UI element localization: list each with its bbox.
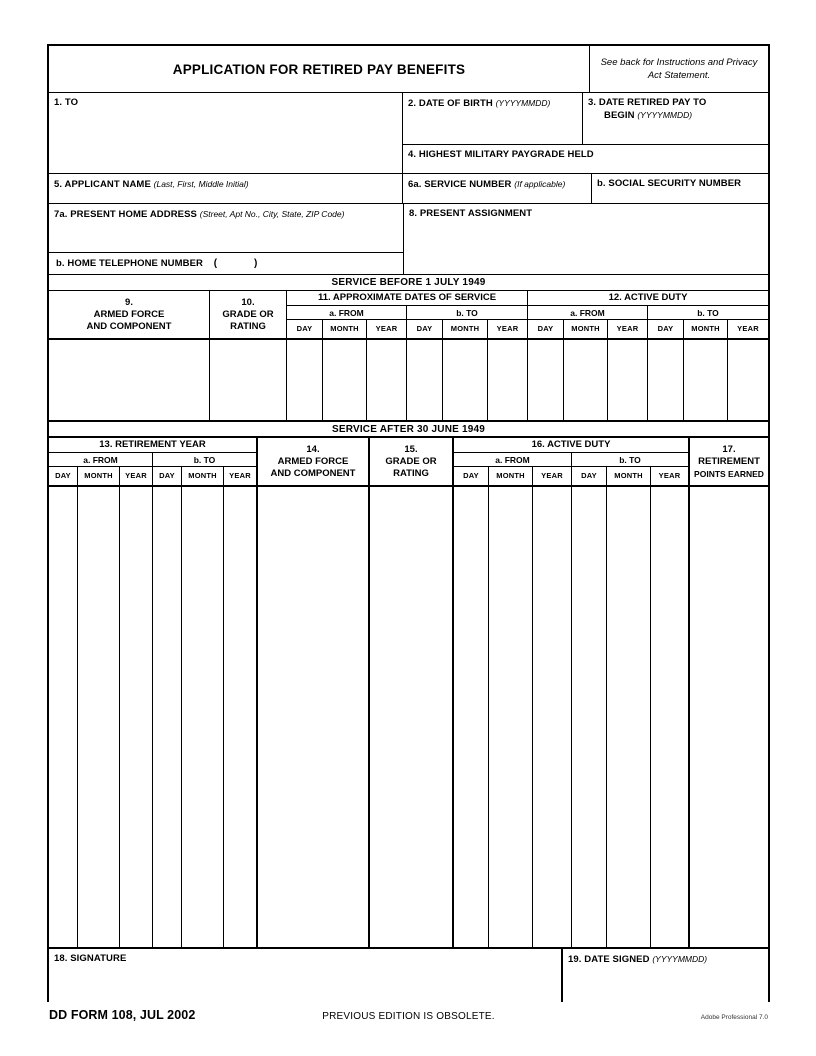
col-17-retirement-points-earned [690, 438, 768, 485]
table-before-cell-11a-month[interactable] [323, 340, 367, 420]
col-12b-month: MONTH [684, 320, 728, 338]
field-18-signature[interactable] [49, 949, 563, 1002]
table-after-cell-13b-year[interactable] [224, 487, 258, 947]
table-after-cell-13b-month[interactable] [182, 487, 224, 947]
instructions-text: See back for Instructions and Privacy Act Statement. [600, 57, 758, 81]
field-7b-home-telephone-number[interactable] [49, 253, 403, 274]
col-11b-to-label: b. TO [407, 306, 528, 320]
col-11b-year: YEAR [488, 320, 528, 338]
field-2-date-of-birth[interactable] [403, 93, 583, 144]
col-16b-year: YEAR [651, 467, 690, 485]
col-14-armed-force-component [258, 438, 370, 485]
field-19-date-signed[interactable] [563, 949, 768, 1002]
table-after-cell-16a-year[interactable] [533, 487, 572, 947]
col-17-line1: RETIREMENT [698, 455, 760, 467]
table-before-cell-11b-month[interactable] [443, 340, 488, 420]
col-16a-month: MONTH [489, 467, 533, 485]
col-16a-from-label: a. FROM [454, 453, 572, 467]
field-7b-label: b. HOME TELEPHONE NUMBER [56, 258, 204, 269]
field-19-hint: (YYYYMMDD) [652, 954, 708, 964]
col-12b-year: YEAR [728, 320, 768, 338]
field-4-label: 4. HIGHEST MILITARY PAYGRADE HELD [408, 149, 594, 160]
table-before-cell-12a-year[interactable] [608, 340, 648, 420]
table-before-cell-11b-year[interactable] [488, 340, 528, 420]
table-before-body [49, 340, 768, 422]
col-10-line1: GRADE OR [222, 308, 274, 320]
col-11b-month: MONTH [443, 320, 488, 338]
field-3-hint: (YYYYMMDD) [637, 110, 693, 120]
col-11a-year: YEAR [367, 320, 407, 338]
form-number: DD FORM 108, JUL 2002 [49, 1008, 196, 1022]
col-13-title: 13. RETIREMENT YEAR [49, 438, 258, 453]
field-5-label: 5. APPLICANT NAME [54, 179, 151, 190]
form-footer [47, 1008, 770, 1030]
producer-note: Adobe Professional 7.0 [700, 1014, 768, 1021]
col-13b-month: MONTH [182, 467, 224, 485]
col-13b-day: DAY [153, 467, 182, 485]
col-11b-day: DAY [407, 320, 443, 338]
col-13a-year: YEAR [120, 467, 153, 485]
title-row [49, 46, 768, 93]
field-6a-hint: (If applicable) [514, 179, 566, 189]
table-after-cell-13a-day[interactable] [49, 487, 78, 947]
field-8-label: 8. PRESENT ASSIGNMENT [409, 208, 533, 219]
table-after-cell-13a-year[interactable] [120, 487, 153, 947]
col-9-line1: ARMED FORCE [93, 308, 165, 320]
col-16-group [454, 438, 690, 485]
col-16-title: 16. ACTIVE DUTY [454, 438, 690, 453]
field-3-label-line2: BEGIN [604, 110, 635, 121]
field-18-label: 18. SIGNATURE [54, 953, 127, 964]
col-14-line2: AND COMPONENT [270, 467, 356, 479]
field-1-label: 1. TO [54, 97, 79, 108]
table-before-cell-10[interactable] [210, 340, 287, 420]
col-12a-month: MONTH [564, 320, 608, 338]
instructions-box [590, 46, 768, 92]
col-15-grade-or-rating [370, 438, 454, 485]
col-13a-month: MONTH [78, 467, 120, 485]
table-before-cell-11a-day[interactable] [287, 340, 323, 420]
field-19-label: 19. DATE SIGNED [568, 954, 650, 965]
col-16b-day: DAY [572, 467, 607, 485]
table-after-cell-17[interactable] [690, 487, 768, 947]
col-14-line1: ARMED FORCE [277, 455, 349, 467]
col-12b-to-label: b. TO [648, 306, 768, 320]
banner-service-after-1949: SERVICE AFTER 30 JUNE 1949 [49, 422, 768, 438]
table-before-cell-9[interactable] [49, 340, 210, 420]
table-service-after-1949 [49, 438, 768, 949]
col-16a-day: DAY [454, 467, 489, 485]
table-before-cell-12b-month[interactable] [684, 340, 728, 420]
table-after-cell-16a-day[interactable] [454, 487, 489, 947]
col-17-number: 17. [722, 443, 736, 455]
col-13-group [49, 438, 258, 485]
col-12-title: 12. ACTIVE DUTY [528, 291, 768, 306]
col-11-title: 11. APPROXIMATE DATES OF SERVICE [287, 291, 528, 306]
table-after-cell-15[interactable] [370, 487, 454, 947]
dd-form-108 [47, 44, 770, 1002]
table-after-cell-16b-month[interactable] [607, 487, 651, 947]
col-12a-day: DAY [528, 320, 564, 338]
table-before-cell-12a-day[interactable] [528, 340, 564, 420]
table-before-cell-12b-day[interactable] [648, 340, 684, 420]
col-13a-day: DAY [49, 467, 78, 485]
field-7a-present-home-address[interactable] [49, 204, 403, 253]
col-11-group [287, 291, 528, 338]
field-6a-label: 6a. SERVICE NUMBER [408, 179, 512, 190]
field-2-label: 2. DATE OF BIRTH [408, 98, 493, 109]
col-15-line2: RATING [393, 467, 429, 479]
col-13b-to-label: b. TO [153, 453, 258, 467]
field-7b-paren-open: ( [213, 258, 218, 269]
table-after-cell-16a-month[interactable] [489, 487, 533, 947]
field-2-hint: (YYYYMMDD) [495, 98, 551, 108]
fields-2-3-row [403, 93, 768, 145]
col-11a-from-label: a. FROM [287, 306, 407, 320]
field-5-applicant-name[interactable] [49, 174, 403, 203]
col-9-line2: AND COMPONENT [86, 320, 172, 332]
field-3-date-retired-pay-begin[interactable] [583, 93, 768, 144]
field-6b-label: b. SOCIAL SECURITY NUMBER [597, 178, 742, 189]
col-10-grade-or-rating [210, 291, 287, 338]
previous-edition-note: PREVIOUS EDITION IS OBSOLETE. [322, 1011, 495, 1022]
col-16a-year: YEAR [533, 467, 572, 485]
col-9-armed-force-component [49, 291, 210, 338]
field-4-highest-paygrade[interactable] [403, 145, 768, 173]
col-13a-from-label: a. FROM [49, 453, 153, 467]
fields-18-19-row [49, 949, 768, 1002]
col-10-line2: RATING [230, 320, 266, 332]
field-3-label: 3. DATE RETIRED PAY TO [588, 97, 707, 108]
col-10-number: 10. [241, 296, 255, 308]
col-12b-day: DAY [648, 320, 684, 338]
col-12a-from-label: a. FROM [528, 306, 648, 320]
table-after-cell-13b-day[interactable] [153, 487, 182, 947]
field-7b-paren-close: ) [253, 258, 258, 269]
table-after-cell-16b-year[interactable] [651, 487, 690, 947]
table-after-cell-14[interactable] [258, 487, 370, 947]
field-6a-service-number[interactable] [403, 174, 592, 203]
col-17-line2: POINTS EARNED [694, 468, 764, 479]
fields-5-6-row [49, 174, 768, 204]
banner-service-before-1949: SERVICE BEFORE 1 JULY 1949 [49, 275, 768, 291]
table-before-cell-12a-month[interactable] [564, 340, 608, 420]
field-8-present-assignment[interactable] [403, 204, 768, 274]
table-after-cell-13a-month[interactable] [78, 487, 120, 947]
fields-7-8-row [49, 204, 768, 275]
table-before-cell-12b-year[interactable] [728, 340, 768, 420]
fields-1-4-row [49, 93, 768, 174]
field-1-to[interactable] [49, 93, 403, 173]
form-title-box [49, 46, 590, 92]
col-16b-to-label: b. TO [572, 453, 690, 467]
col-15-line1: GRADE OR [385, 455, 437, 467]
col-16b-month: MONTH [607, 467, 651, 485]
page-title: APPLICATION FOR RETIRED PAY BENEFITS [172, 61, 466, 77]
col-12-group [528, 291, 768, 338]
table-before-cell-11b-day[interactable] [407, 340, 443, 420]
col-13b-year: YEAR [224, 467, 258, 485]
col-14-number: 14. [306, 443, 320, 455]
col-11a-month: MONTH [323, 320, 367, 338]
field-5-hint: (Last, First, Middle Initial) [153, 179, 249, 189]
table-before-cell-11a-year[interactable] [367, 340, 407, 420]
field-6b-social-security-number[interactable] [592, 174, 768, 203]
table-after-header [49, 438, 768, 487]
col-11a-day: DAY [287, 320, 323, 338]
col-9-number: 9. [125, 296, 133, 308]
table-before-header [49, 291, 768, 340]
col-15-number: 15. [404, 443, 418, 455]
table-service-before-1949 [49, 291, 768, 422]
table-after-body [49, 487, 768, 949]
col-12a-year: YEAR [608, 320, 648, 338]
field-7a-hint: (Street, Apt No., City, State, ZIP Code) [199, 209, 345, 219]
field-7a-label: 7a. PRESENT HOME ADDRESS [54, 209, 197, 220]
table-after-cell-16b-day[interactable] [572, 487, 607, 947]
